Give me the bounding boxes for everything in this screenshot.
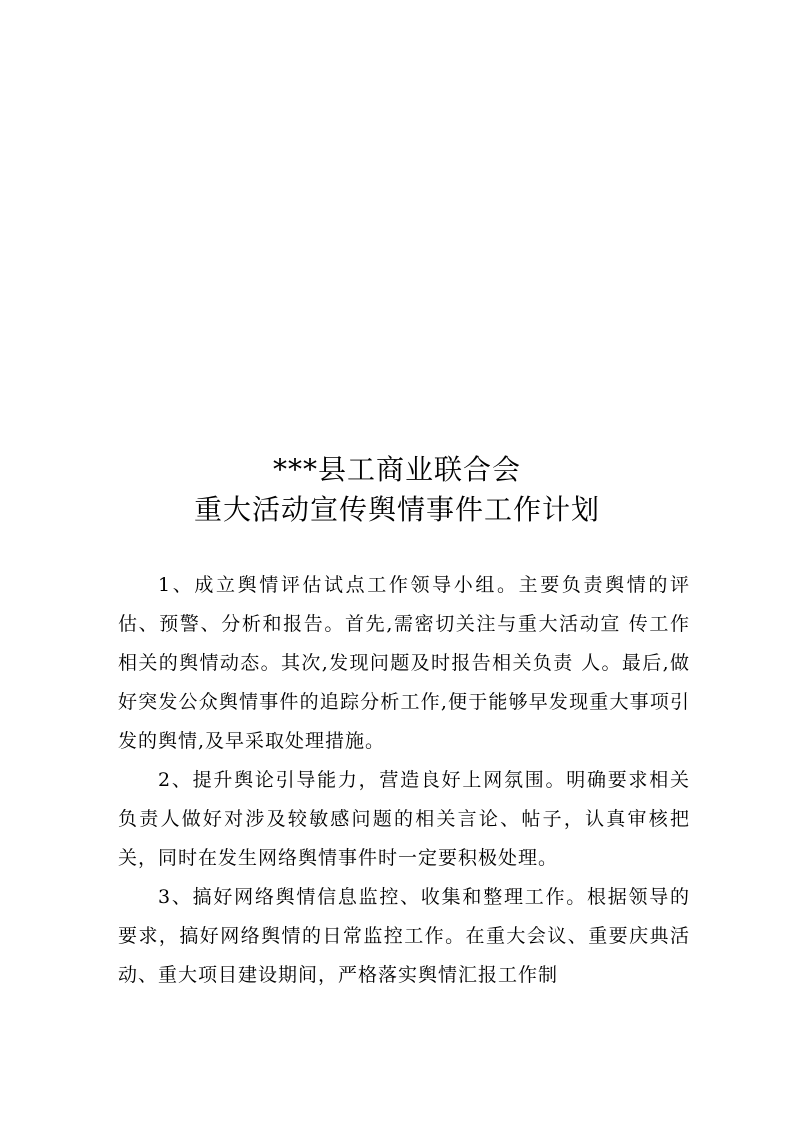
title-line-plan: 重大活动宣传舆情事件工作计划 [193,493,600,526]
document-body [118,566,690,995]
paragraph-2: 2、提升舆论引导能力，营造良好上网氛围。明确要求相关负责人做好对涉及较敏感问题的相关言论、帖子，认真审核把关，同时在发生网络舆情事件时一定要积极处理。 [118,769,690,869]
paragraph-1: 1、成立舆情评估试点工作领导小组。主要负责舆情的评估、预警、分析和报告。首先,需密切关注与重大活动宣 传工作相关的舆情动态。其次,发现问题及时报告相关负责 人。最后,做好突发公众舆情事件的追踪分析工作,便于能够早发现重大事项引发的舆情,及早采取处理措施。 [118,574,690,752]
title-line-organization: ***县工商业联合会 [272,453,521,486]
document-title [0,450,794,530]
paragraph-3: 3、搞好网络舆情信息监控、收集和整理工作。根据领导的要求，搞好网络舆情的日常监控工作。在重大会议、重要庆典活动、重大项目建设期间，严格落实舆情汇报工作制 [118,886,690,986]
